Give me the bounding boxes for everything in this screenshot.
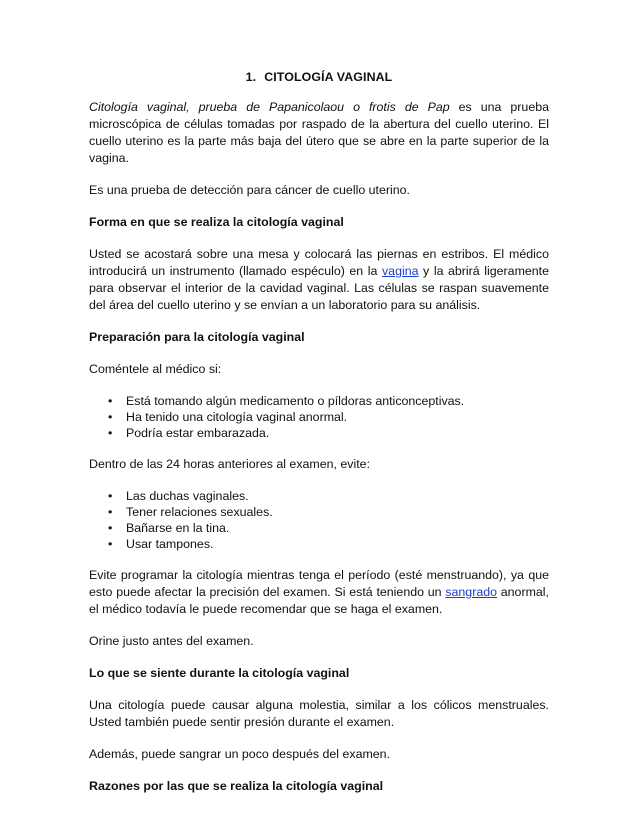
list-item [89, 393, 549, 409]
list-item [89, 425, 549, 441]
list-item-text: Las duchas vaginales. [126, 489, 249, 503]
bleeding-paragraph: Además, puede sangrar un poco después del examen. [89, 747, 391, 761]
list-item-text: Tener relaciones sexuales. [126, 505, 273, 519]
list-item [89, 520, 549, 536]
avoid-list [89, 488, 549, 552]
menstruation-paragraph [89, 567, 549, 618]
list-item [89, 409, 549, 425]
section-heading-preparation: Preparación para la citología vaginal [89, 330, 305, 344]
list-item-text: Bañarse en la tina. [126, 521, 230, 535]
menstruation-text-after: anormal, el médico todavía le puede recomendar que se haga el examen. [89, 585, 549, 616]
section-heading-sensation: Lo que se siente durante la citología vaginal [89, 666, 350, 680]
sensation-paragraph: Una citología puede causar alguna molestia, similar a los cólicos menstruales. Usted también puede sentir presión durante el examen. [89, 698, 549, 729]
bullet-icon: • [108, 410, 113, 424]
bullet-icon: • [108, 426, 113, 440]
sangrado-link[interactable]: sangrado [445, 585, 497, 599]
bullet-icon: • [108, 489, 113, 503]
intro-text: es una prueba microscópica de células tomadas por raspado de la abertura del cuello uterino. El cuello uterino es la parte más baja del útero que se abre en la parte superior de la vagina. [89, 100, 549, 165]
procedure-text-before: Usted se acostará sobre una mesa y colocará las piernas en estribos. El médico introducirá un instrumento (llamado espéculo) en la [89, 247, 549, 278]
list-item-text: Usar tampones. [126, 537, 214, 551]
document-title [89, 70, 549, 84]
procedure-paragraph [89, 246, 549, 314]
section-heading-reasons: Razones por las que se realiza la citología vaginal [89, 779, 384, 793]
list-item [89, 488, 549, 504]
list-item [89, 504, 549, 520]
bullet-icon: • [108, 394, 113, 408]
list-item-text: Está tomando algún medicamento o píldoras anticonceptivas. [126, 394, 465, 408]
menstruation-text-before: Evite programar la citología mientras tenga el período (esté menstruando), ya que esto puede afectar la precisión del examen. Si está teniendo un [89, 568, 549, 599]
preparation-list [89, 393, 549, 441]
section-heading-procedure: Forma en que se realiza la citología vaginal [89, 215, 344, 229]
bullet-icon: • [108, 537, 113, 551]
vagina-link[interactable]: vagina [381, 264, 419, 278]
intro-term: Citología vaginal, prueba de Papanicolaou o frotis de Pap [89, 100, 450, 114]
bullet-icon: • [108, 505, 113, 519]
procedure-text-after: y la abrirá ligeramente para observar el interior de la cavidad vaginal. Las células se raspan suavemente del área del cuello uterino y se envían a un laboratorio para su análisis. [89, 264, 550, 312]
title-number: 1. [245, 70, 257, 84]
urinate-paragraph: Orine justo antes del examen. [89, 634, 254, 648]
title-text: CITOLOGÍA VAGINAL [264, 70, 393, 84]
intro-paragraph [89, 99, 549, 167]
list-item-text: Podría estar embarazada. [126, 426, 270, 440]
bullet-icon: • [108, 521, 113, 535]
list-item [89, 536, 549, 552]
preparation-intro: Coméntele al médico si: [89, 362, 222, 376]
avoid-intro: Dentro de las 24 horas anteriores al examen, evite: [89, 457, 371, 471]
list-item-text: Ha tenido una citología vaginal anormal. [126, 410, 348, 424]
detection-paragraph: Es una prueba de detección para cáncer de cuello uterino. [89, 183, 410, 197]
